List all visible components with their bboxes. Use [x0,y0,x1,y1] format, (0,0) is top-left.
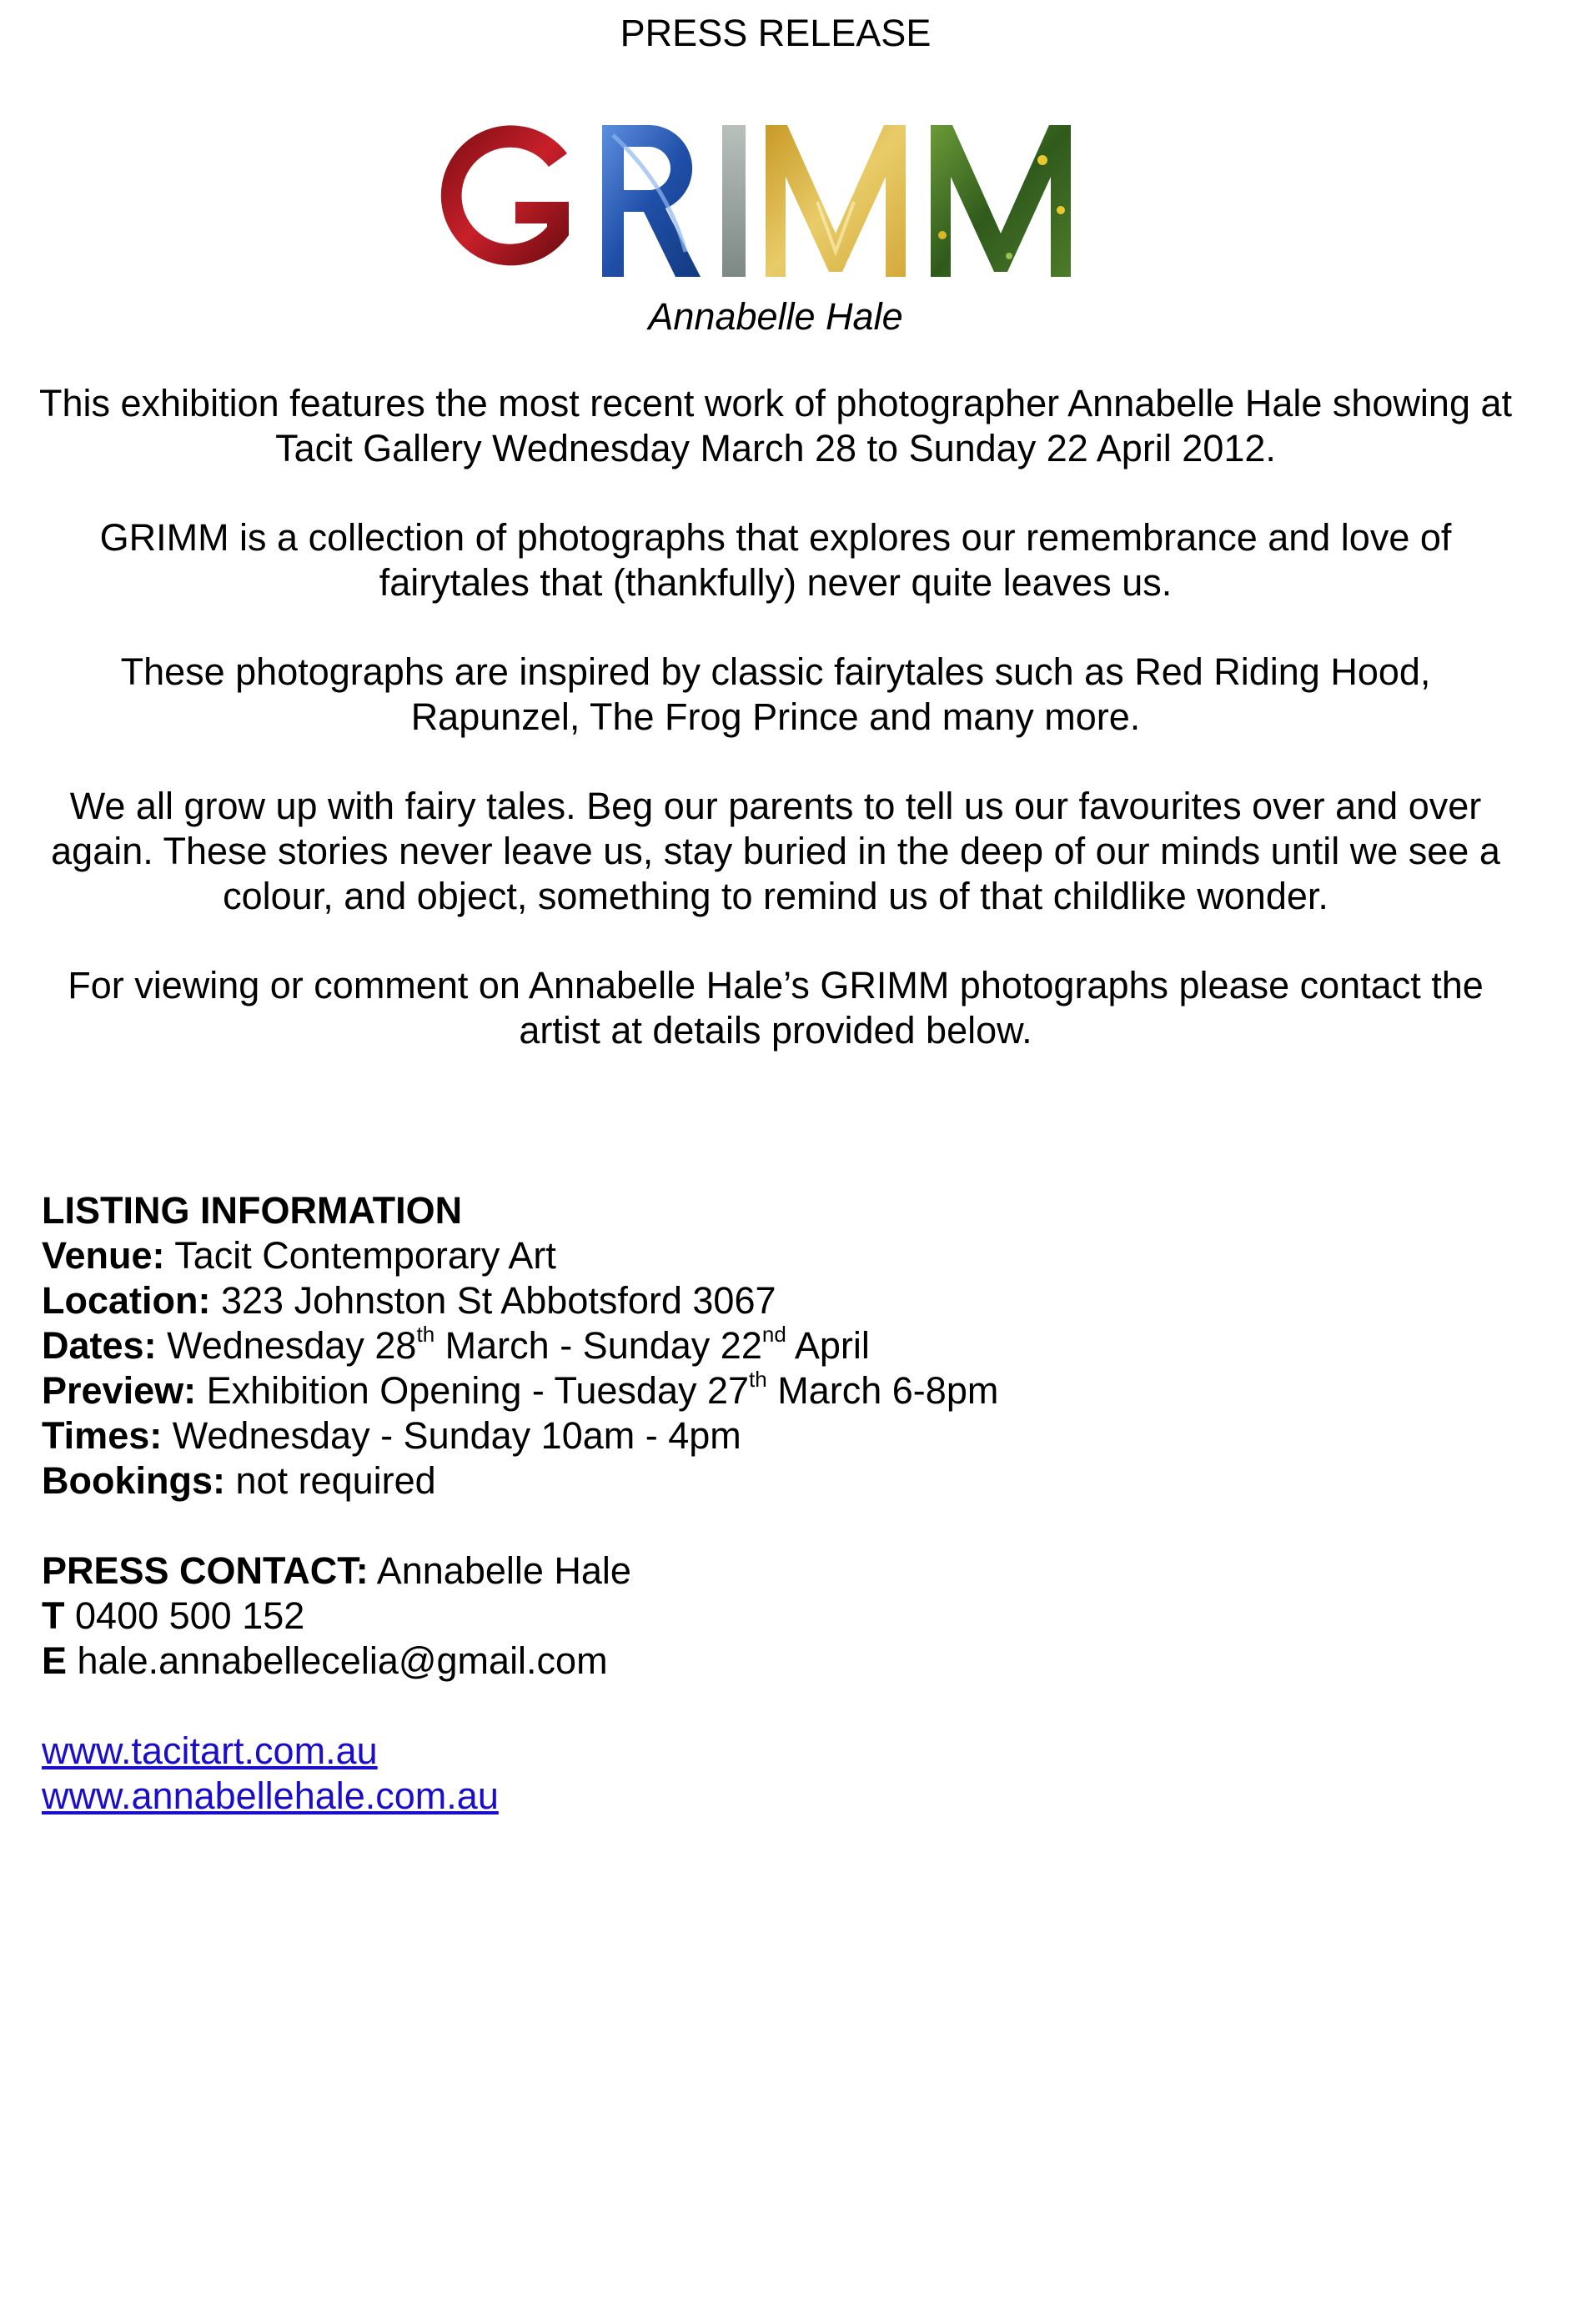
press-contact-name: Annabelle Hale [376,1549,631,1592]
dates-middle: March - Sunday 22 [444,1324,762,1367]
venue-label: Venue: [42,1234,165,1277]
bookings-label: Bookings: [42,1459,225,1502]
press-contact-label: PRESS CONTACT: [42,1549,369,1592]
email-label: E [42,1639,68,1682]
listing-information [42,1188,1459,1819]
logo-letter-i [722,125,746,277]
location-label: Location: [42,1279,211,1322]
dates-start: Wednesday 28 [167,1324,417,1367]
email-value: hale.annabellecelia@gmail.com [77,1639,608,1682]
paragraph-contact-note: For viewing or comment on Annabelle Hale’s GRIMM photographs please contact the artist at details provided below. [68,964,1484,1052]
press-contact [42,1548,1459,1594]
link-row-artist [42,1774,1459,1819]
dates-label: Dates: [42,1324,157,1367]
dates-start-suffix: th [416,1322,435,1347]
paragraph-fairy-tales: We all grow up with fairy tales. Beg our parents to tell us our favourites over and over again. These stories never leave us, stay buried in the deep of our minds until we see a colour, and object, something to remind us of that childlike wonder. [51,785,1500,917]
release-body [33,381,1518,1097]
paragraph-inspiration: These photographs are inspired by classic fairytales such as Red Riding Hood, Rapunzel, The Frog Prince and many more. [120,650,1431,738]
listing-heading [42,1188,1459,1233]
artist-website-link[interactable]: www.annabellehale.com.au [42,1774,499,1817]
link-row-gallery [42,1729,1459,1774]
times-value: Wednesday - Sunday 10am - 4pm [172,1414,741,1457]
page-title: PRESS RELEASE [620,12,932,54]
phone-value: 0400 500 152 [75,1594,305,1637]
listing-location [42,1278,1459,1323]
grimm-logo [425,110,1126,284]
preview-time: March 6-8pm [777,1369,999,1412]
logo-letter-g [441,125,569,265]
phone-label: T [42,1594,65,1637]
paragraph-collection: GRIMM is a collection of photographs that explores our remembrance and love of fairytales that (thankfully) never quite leaves us. [99,516,1452,604]
artist-name: Annabelle Hale [648,295,903,338]
gallery-website-link[interactable]: www.tacitart.com.au [42,1729,378,1772]
preview-suffix: th [749,1367,767,1392]
listing-preview [42,1368,1459,1413]
listing-venue [42,1233,1459,1278]
preview-date: Exhibition Opening - Tuesday 27 [206,1369,750,1412]
location-value: 323 Johnston St Abbotsford 3067 [221,1279,776,1322]
logo-letter-m-first [766,125,906,277]
contact-email [42,1639,1459,1684]
venue-value: Tacit Contemporary Art [174,1234,556,1277]
logo-letter-m-second [931,125,1071,277]
contact-phone [42,1594,1459,1639]
listing-times [42,1413,1459,1458]
dates-end: April [794,1324,870,1367]
paragraph-intro: This exhibition features the most recent work of photographer Annabelle Hale showing at Tacit Gallery Wednesday March 28 to Sunday 22 April 2012. [38,382,1513,469]
listing-heading-text: LISTING INFORMATION [42,1189,463,1232]
preview-label: Preview: [42,1369,197,1412]
spacer [42,1503,1459,1548]
spacer [42,1684,1459,1729]
bookings-value: not required [235,1459,436,1502]
dates-end-suffix: nd [761,1322,786,1347]
listing-dates [42,1323,1459,1368]
times-label: Times: [42,1414,163,1457]
listing-bookings [42,1458,1459,1503]
logo-letter-r [602,125,701,277]
